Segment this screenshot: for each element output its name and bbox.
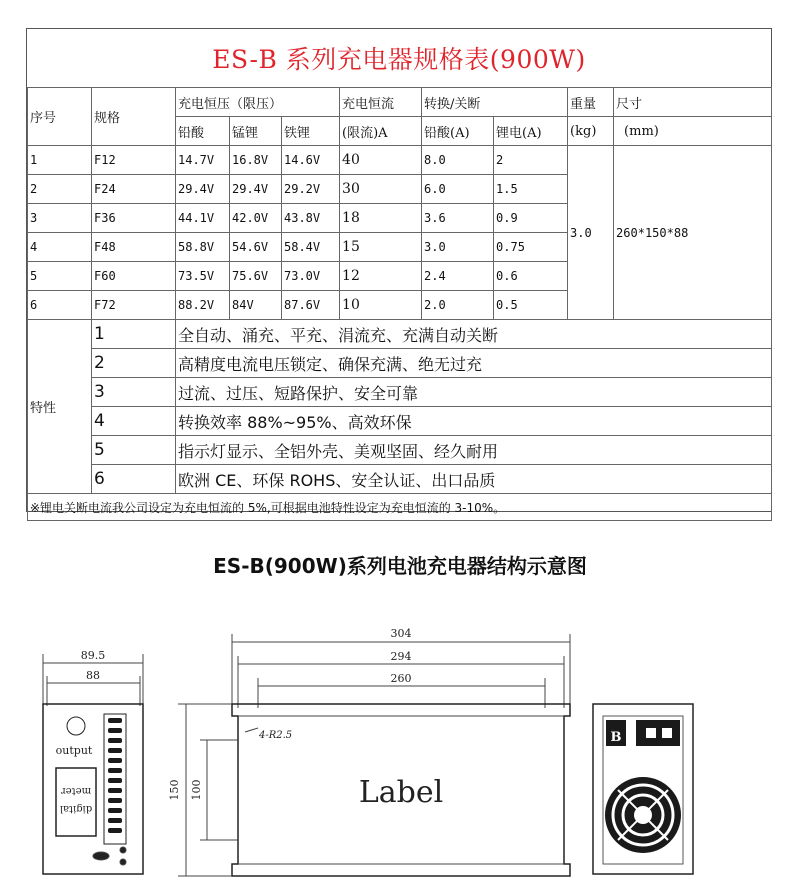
table-note: ※锂电关断电流我公司设定为充电恒流的 5%,可根据电池特性设定为充电恒流的 3-10%。 bbox=[28, 494, 772, 521]
feature-row bbox=[28, 407, 772, 436]
row-model: F36 bbox=[92, 204, 176, 233]
grille-fin bbox=[108, 798, 122, 803]
spec-table bbox=[26, 28, 772, 515]
digital-meter-display bbox=[56, 768, 96, 836]
grille-fin bbox=[108, 808, 122, 813]
row-model: F24 bbox=[92, 175, 176, 204]
front-view bbox=[43, 654, 143, 874]
row-index: 4 bbox=[28, 233, 92, 262]
row-current: 18 bbox=[340, 204, 422, 233]
output-terminal bbox=[67, 717, 85, 735]
header-switch-off: 转换/关断 bbox=[422, 88, 568, 117]
row-switch-pb: 2.4 bbox=[422, 262, 494, 291]
row-mn-voltage: 16.8V bbox=[230, 146, 282, 175]
row-index: 3 bbox=[28, 204, 92, 233]
hole-note: 4-R2.5 bbox=[259, 730, 293, 741]
digital-label: digital bbox=[59, 803, 93, 814]
header-lead-acid-a: 铅酸(A) bbox=[422, 117, 494, 146]
spec-grid bbox=[27, 87, 772, 521]
row-fe-voltage: 87.6V bbox=[282, 291, 340, 320]
row-fe-voltage: 29.2V bbox=[282, 175, 340, 204]
table-title: ES-B 系列充电器规格表(900W) bbox=[27, 29, 771, 88]
feature-row bbox=[28, 349, 772, 378]
header-index: 序号 bbox=[28, 88, 92, 146]
dim-label-height-outer: 150 bbox=[168, 779, 181, 801]
feature-row bbox=[28, 320, 772, 349]
row-fe-voltage: 14.6V bbox=[282, 146, 340, 175]
feature-text: 指示灯显示、全铝外壳、美观坚固、经久耐用 bbox=[176, 436, 772, 465]
row-current: 12 bbox=[340, 262, 422, 291]
label-placeholder: Label bbox=[358, 775, 444, 810]
grille-fin bbox=[108, 778, 122, 783]
connector-port bbox=[93, 852, 109, 860]
indicator-light bbox=[120, 859, 126, 865]
grille-fin bbox=[108, 788, 122, 793]
ac-socket bbox=[636, 720, 680, 746]
row-switch-li: 0.9 bbox=[494, 204, 568, 233]
socket-pin bbox=[662, 728, 672, 738]
dim-label-outer: 89.5 bbox=[80, 649, 106, 662]
header-size: 尺寸 bbox=[614, 88, 772, 117]
feature-number: 1 bbox=[92, 320, 176, 349]
row-current: 15 bbox=[340, 233, 422, 262]
row-mn-voltage: 54.6V bbox=[230, 233, 282, 262]
row-model: F72 bbox=[92, 291, 176, 320]
row-index: 5 bbox=[28, 262, 92, 291]
header-li-a: 锂电(A) bbox=[494, 117, 568, 146]
grille-fin bbox=[108, 748, 122, 753]
side-view bbox=[178, 634, 570, 876]
weight-value: 3.0 bbox=[568, 146, 614, 320]
structure-drawing bbox=[0, 600, 800, 892]
row-switch-li: 0.6 bbox=[494, 262, 568, 291]
feature-row bbox=[28, 378, 772, 407]
row-model: F12 bbox=[92, 146, 176, 175]
meter-label: meter bbox=[60, 785, 92, 796]
size-value: 260*150*88 bbox=[614, 146, 772, 320]
grille-fin bbox=[108, 718, 122, 723]
row-fe-voltage: 58.4V bbox=[282, 233, 340, 262]
feature-text: 过流、过压、短路保护、安全可靠 bbox=[176, 378, 772, 407]
row-switch-pb: 6.0 bbox=[422, 175, 494, 204]
dim-label-inner: 260 bbox=[390, 672, 412, 685]
grille-fin bbox=[108, 818, 122, 823]
feature-text: 欧洲 CE、环保 ROHS、安全认证、出口品质 bbox=[176, 465, 772, 494]
row-mn-voltage: 84V bbox=[230, 291, 282, 320]
dim-label-height-inner: 100 bbox=[190, 779, 203, 801]
row-index: 1 bbox=[28, 146, 92, 175]
row-model: F48 bbox=[92, 233, 176, 262]
row-mn-voltage: 29.4V bbox=[230, 175, 282, 204]
indicator-light bbox=[120, 847, 126, 853]
socket-pin bbox=[646, 728, 656, 738]
row-current: 10 bbox=[340, 291, 422, 320]
grille-fin bbox=[108, 738, 122, 743]
feature-number: 2 bbox=[92, 349, 176, 378]
header-fe-li: 铁锂 bbox=[282, 117, 340, 146]
feature-number: 6 bbox=[92, 465, 176, 494]
grille-fin bbox=[108, 728, 122, 733]
row-pb-voltage: 58.8V bbox=[176, 233, 230, 262]
row-pb-voltage: 29.4V bbox=[176, 175, 230, 204]
row-model: F60 bbox=[92, 262, 176, 291]
row-pb-voltage: 73.5V bbox=[176, 262, 230, 291]
row-switch-pb: 8.0 bbox=[422, 146, 494, 175]
row-current: 40 bbox=[340, 146, 422, 175]
row-switch-pb: 2.0 bbox=[422, 291, 494, 320]
row-mn-voltage: 42.0V bbox=[230, 204, 282, 233]
header-mn-li: 锰锂 bbox=[230, 117, 282, 146]
back-view bbox=[593, 704, 693, 874]
row-switch-li: 1.5 bbox=[494, 175, 568, 204]
header-model: 规格 bbox=[92, 88, 176, 146]
table-row bbox=[28, 146, 772, 175]
header-const-voltage: 充电恒压（限压） bbox=[176, 88, 340, 117]
diagram-title: ES-B(900W)系列电池充电器结构示意图 bbox=[213, 554, 587, 578]
row-current: 30 bbox=[340, 175, 422, 204]
row-switch-li: 0.75 bbox=[494, 233, 568, 262]
row-switch-pb: 3.6 bbox=[422, 204, 494, 233]
grille-fin bbox=[108, 768, 122, 773]
features-label: 特性 bbox=[28, 320, 92, 494]
feature-text: 转换效率 88%~95%、高效环保 bbox=[176, 407, 772, 436]
header-size-unit: (mm) bbox=[614, 117, 772, 146]
header-weight-unit: (kg) bbox=[568, 117, 614, 146]
dim-label-total: 304 bbox=[390, 627, 412, 640]
front-grille-fins bbox=[108, 718, 122, 833]
feature-text: 高精度电流电压锁定、确保充满、绝无过充 bbox=[176, 349, 772, 378]
row-switch-li: 0.5 bbox=[494, 291, 568, 320]
row-index: 2 bbox=[28, 175, 92, 204]
row-pb-voltage: 14.7V bbox=[176, 146, 230, 175]
front-panel bbox=[43, 704, 143, 874]
row-pb-voltage: 88.2V bbox=[176, 291, 230, 320]
grille-fin bbox=[108, 758, 122, 763]
row-switch-pb: 3.0 bbox=[422, 233, 494, 262]
feature-number: 3 bbox=[92, 378, 176, 407]
row-pb-voltage: 44.1V bbox=[176, 204, 230, 233]
switch-mark: B bbox=[610, 730, 622, 745]
header-lead-acid: 铅酸 bbox=[176, 117, 230, 146]
row-fe-voltage: 43.8V bbox=[282, 204, 340, 233]
header-const-current: 充电恒流 bbox=[340, 88, 422, 117]
output-label: output bbox=[55, 744, 93, 757]
feature-row bbox=[28, 465, 772, 494]
dim-label-inner: 88 bbox=[86, 669, 100, 682]
row-mn-voltage: 75.6V bbox=[230, 262, 282, 291]
header-weight: 重量 bbox=[568, 88, 614, 117]
feature-text: 全自动、涌充、平充、涓流充、充满自动关断 bbox=[176, 320, 772, 349]
leader-line bbox=[245, 728, 258, 732]
feature-number: 5 bbox=[92, 436, 176, 465]
row-fe-voltage: 73.0V bbox=[282, 262, 340, 291]
feature-number: 4 bbox=[92, 407, 176, 436]
feature-row bbox=[28, 436, 772, 465]
row-switch-li: 2 bbox=[494, 146, 568, 175]
header-current-limit: (限流)A bbox=[340, 117, 422, 146]
grille-fin bbox=[108, 828, 122, 833]
row-index: 6 bbox=[28, 291, 92, 320]
dim-label-mid: 294 bbox=[390, 650, 412, 663]
